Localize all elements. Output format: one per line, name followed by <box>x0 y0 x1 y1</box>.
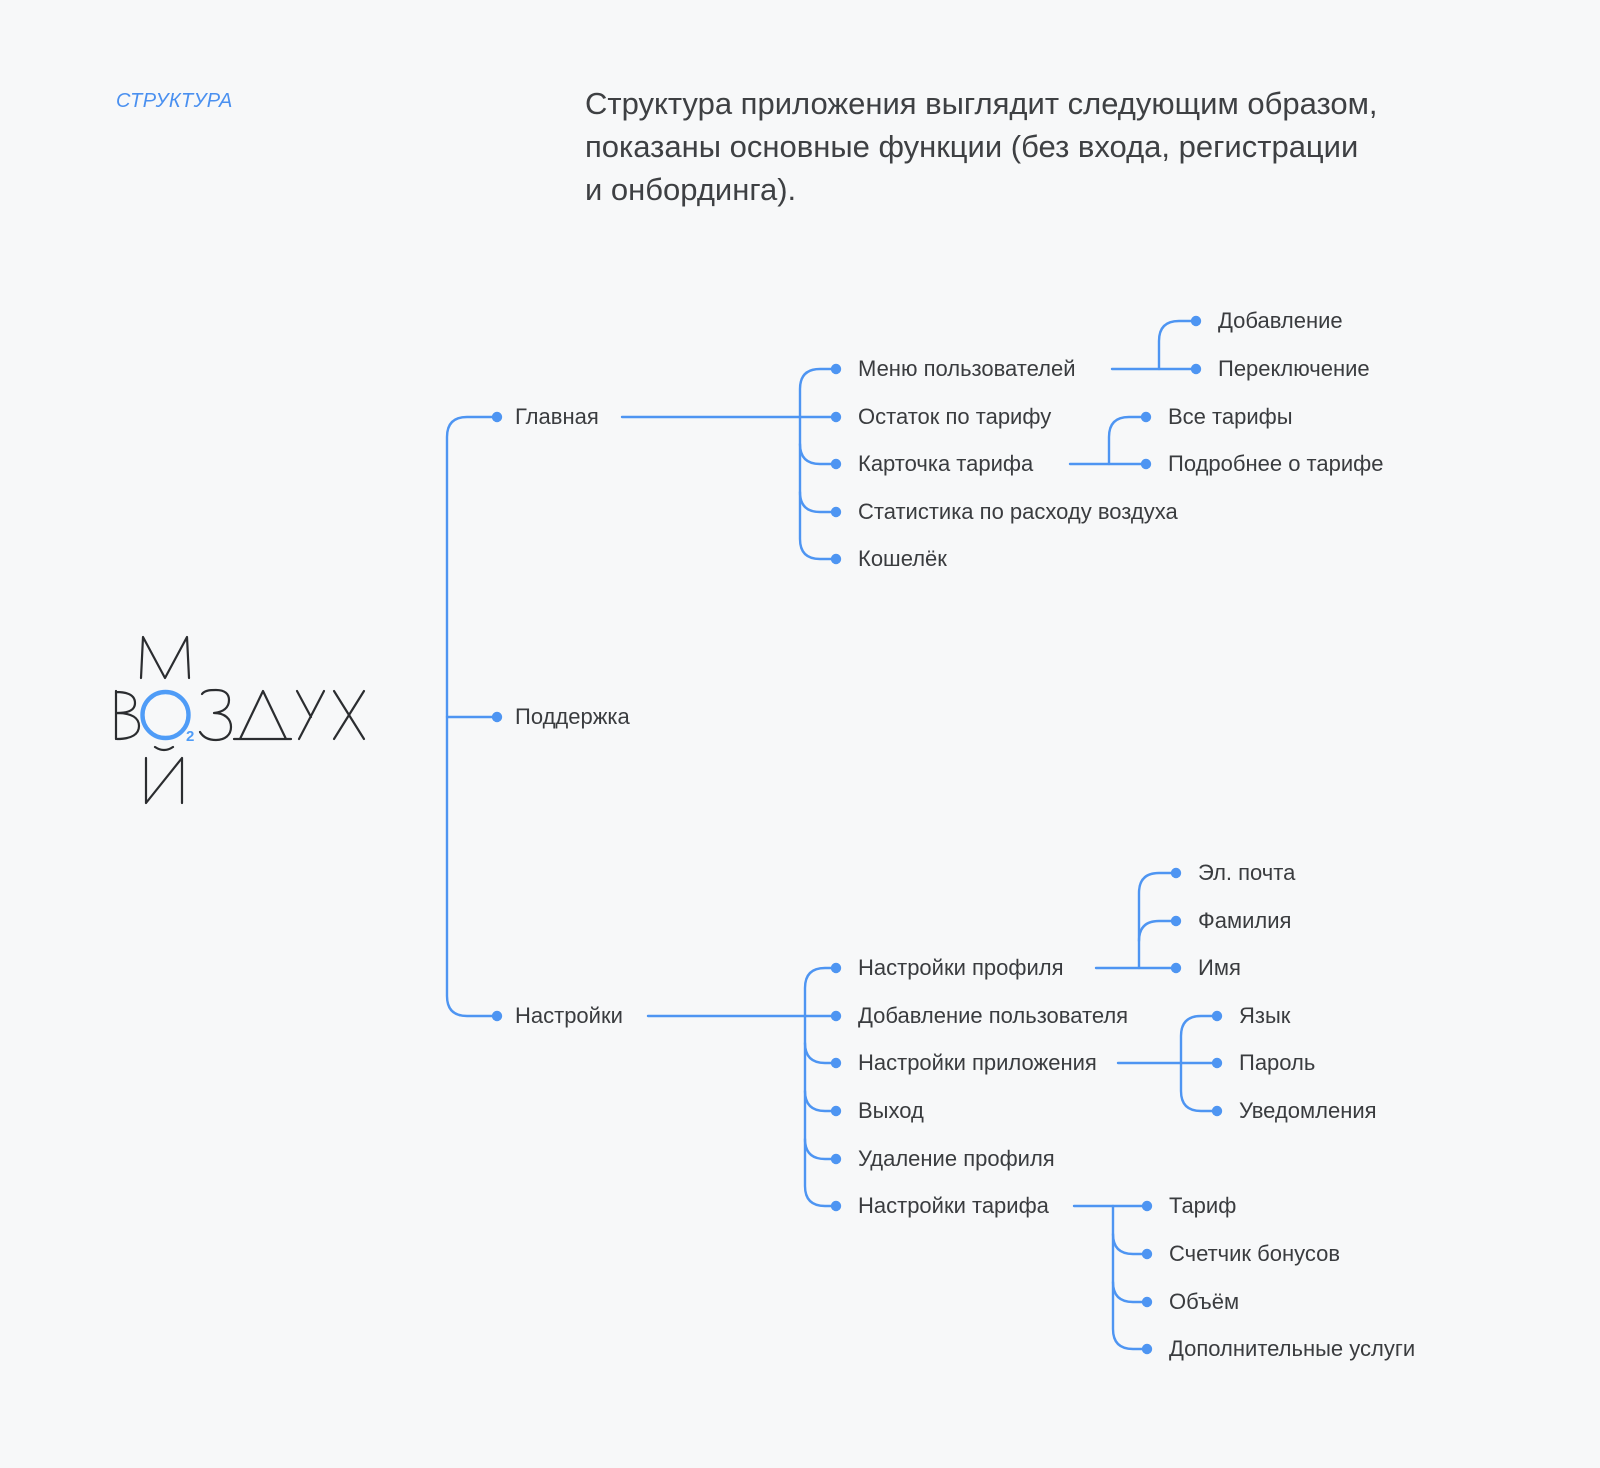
node-logout: Выход <box>858 1098 924 1123</box>
node-volume: Объём <box>1169 1289 1240 1314</box>
node-support: Поддержка <box>515 704 630 729</box>
node-notifications: Уведомления <box>1239 1098 1377 1123</box>
node-air-statistics: Статистика по расходу воздуха <box>858 499 1178 524</box>
node-user-menu: Меню пользователей <box>858 356 1076 381</box>
node-firstname: Имя <box>1198 955 1241 980</box>
node-user-switch: Переключение <box>1218 356 1370 381</box>
node-password: Пароль <box>1239 1050 1316 1075</box>
node-user-add: Добавление <box>1218 308 1343 333</box>
node-add-user: Добавление пользователя <box>858 1003 1129 1028</box>
node-tariff-balance: Остаток по тарифу <box>858 404 1052 429</box>
node-main: Главная <box>515 404 599 429</box>
node-language: Язык <box>1239 1003 1291 1028</box>
tree-dots <box>492 316 1222 1354</box>
node-delete-profile: Удаление профиля <box>858 1146 1055 1171</box>
node-bonus-counter: Счетчик бонусов <box>1169 1241 1341 1266</box>
tree-lines <box>447 321 1217 1349</box>
heading-line-3: и онбординга). <box>585 172 797 207</box>
node-profile-settings: Настройки профиля <box>858 955 1064 980</box>
node-tariff-card: Карточка тарифа <box>858 451 1034 476</box>
heading-line-2: показаны основные функции (без входа, регистрации <box>585 129 1359 164</box>
section-eyebrow: СТРУКТУРА <box>116 90 233 112</box>
heading-line-1: Структура приложения выглядит следующим образом, <box>585 86 1378 121</box>
node-extra-services: Дополнительные услуги <box>1169 1336 1416 1361</box>
logo-oxygen-subscript: 2 <box>186 728 195 745</box>
node-tariff-settings: Настройки тарифа <box>858 1193 1049 1218</box>
node-app-settings: Настройки приложения <box>858 1050 1097 1075</box>
node-email: Эл. почта <box>1198 860 1296 885</box>
node-all-tariffs: Все тарифы <box>1168 404 1293 429</box>
node-tariff: Тариф <box>1169 1193 1237 1218</box>
node-tariff-details: Подробнее о тарифе <box>1168 451 1384 476</box>
node-settings: Настройки <box>515 1003 623 1028</box>
node-wallet: Кошелёк <box>858 546 947 571</box>
node-lastname: Фамилия <box>1198 908 1292 933</box>
